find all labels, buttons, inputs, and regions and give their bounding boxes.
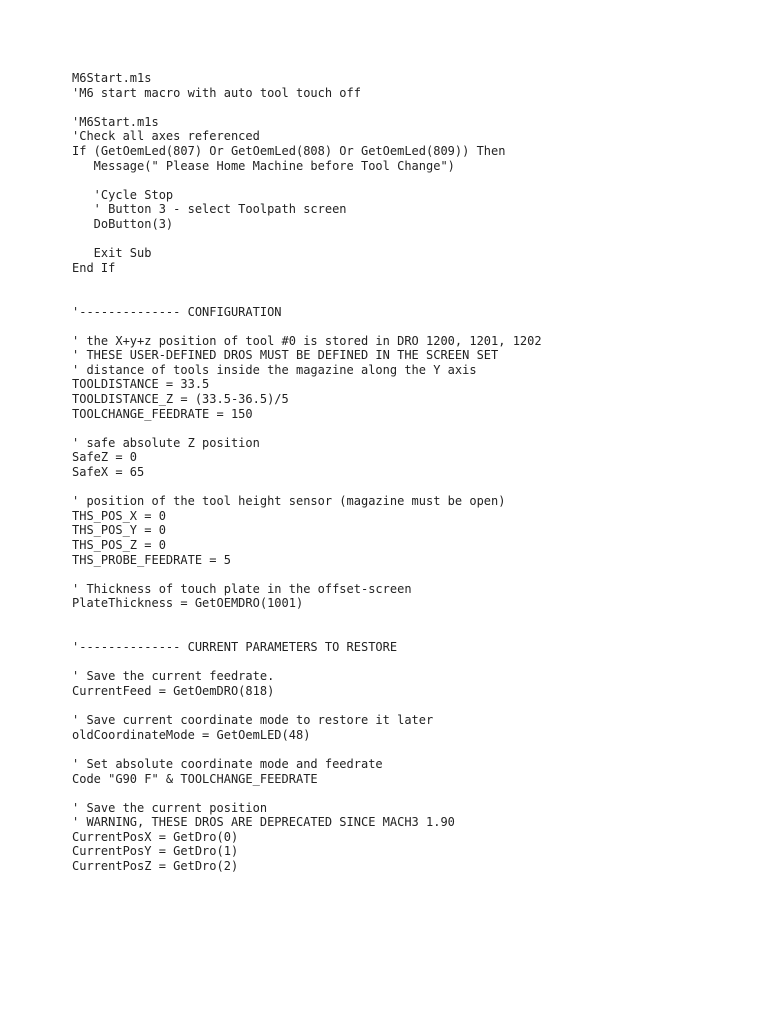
code-line: CurrentPosY = GetDro(1) [72, 844, 239, 859]
code-line: '-------------- CURRENT PARAMETERS TO RESTORE [72, 640, 398, 655]
code-line: TOOLCHANGE_FEEDRATE = 150 [72, 406, 253, 421]
code-line: DoButton(3) [72, 216, 174, 231]
code-line: ' Thickness of touch plate in the offset-screen [72, 581, 412, 596]
code-line: 'Cycle Stop [72, 187, 174, 202]
code-line: THS_POS_Z = 0 [72, 538, 166, 552]
code-line [72, 319, 752, 334]
code-line: THS_POS_Y = 0 [72, 523, 166, 538]
code-line: ' Save the current position [72, 800, 268, 815]
code-line: SafeX = 65 [72, 465, 145, 480]
code-line: TOOLDISTANCE_Z = (33.5-36.5)/5 [72, 392, 289, 407]
code-line: SafeZ = 0 [72, 450, 138, 465]
code-line: ' WARNING, THESE DROS ARE DEPRECATED SINCE MACH3 1.90 [72, 815, 455, 830]
code-line [72, 655, 752, 670]
code-line: oldCoordinateMode = GetOemLED(48) [72, 727, 311, 742]
code-line: CurrentPosX = GetDro(0) [72, 829, 239, 844]
code-line: Code "G90 F" & TOOLCHANGE_FEEDRATE [72, 771, 318, 786]
code-line [72, 100, 752, 115]
code-line: 'M6 start macro with auto tool touch off [72, 85, 361, 100]
code-line [72, 611, 752, 626]
code-line: 'M6Start.m1s [72, 114, 159, 129]
code-line: '-------------- CONFIGURATION [72, 304, 282, 319]
code-line: ' Save the current feedrate. [72, 669, 275, 684]
code-line: CurrentPosZ = GetDro(2) [72, 859, 239, 874]
code-line: THS_PROBE_FEEDRATE = 5 [72, 552, 231, 567]
code-line: ' distance of tools inside the magazine along the Y axis [72, 362, 477, 377]
code-line: ' Save current coordinate mode to restore it later [72, 713, 434, 728]
code-line [72, 275, 752, 290]
code-line [72, 742, 752, 757]
code-line: ' safe absolute Z position [72, 435, 260, 450]
code-line [72, 290, 752, 305]
code-line: ' Set absolute coordinate mode and feedrate [72, 756, 383, 771]
code-line [72, 421, 752, 436]
code-line [72, 699, 752, 714]
code-line: 'Check all axes referenced [72, 129, 260, 144]
code-line: PlateThickness = GetOEMDRO(1001) [72, 596, 304, 611]
code-line: CurrentFeed = GetOemDRO(818) [72, 683, 275, 698]
code-line: TOOLDISTANCE = 33.5 [72, 377, 210, 392]
code-line: If (GetOemLed(807) Or GetOemLed(808) Or GetOemLed(809)) Then [72, 143, 506, 158]
code-line: ' THESE USER-DEFINED DROS MUST BE DEFINED IN THE SCREEN SET [72, 348, 499, 363]
code-line: THS_POS_X = 0 [72, 508, 166, 523]
code-line [72, 567, 752, 582]
code-line [72, 173, 752, 188]
code-line: End If [72, 260, 116, 275]
code-line [72, 232, 752, 247]
code-line: Message(" Please Home Machine before Tool Change") [72, 158, 455, 173]
code-line [72, 626, 752, 641]
code-line: M6Start.m1s [72, 71, 152, 85]
code-line: Exit Sub [72, 246, 152, 261]
code-line: ' Button 3 - select Toolpath screen [72, 202, 347, 217]
code-line [72, 480, 752, 495]
code-listing [72, 71, 752, 874]
code-line: ' position of the tool height sensor (magazine must be open) [72, 494, 506, 509]
code-line [72, 786, 752, 801]
code-line: ' the X+y+z position of tool #0 is stored in DRO 1200, 1201, 1202 [72, 333, 542, 348]
